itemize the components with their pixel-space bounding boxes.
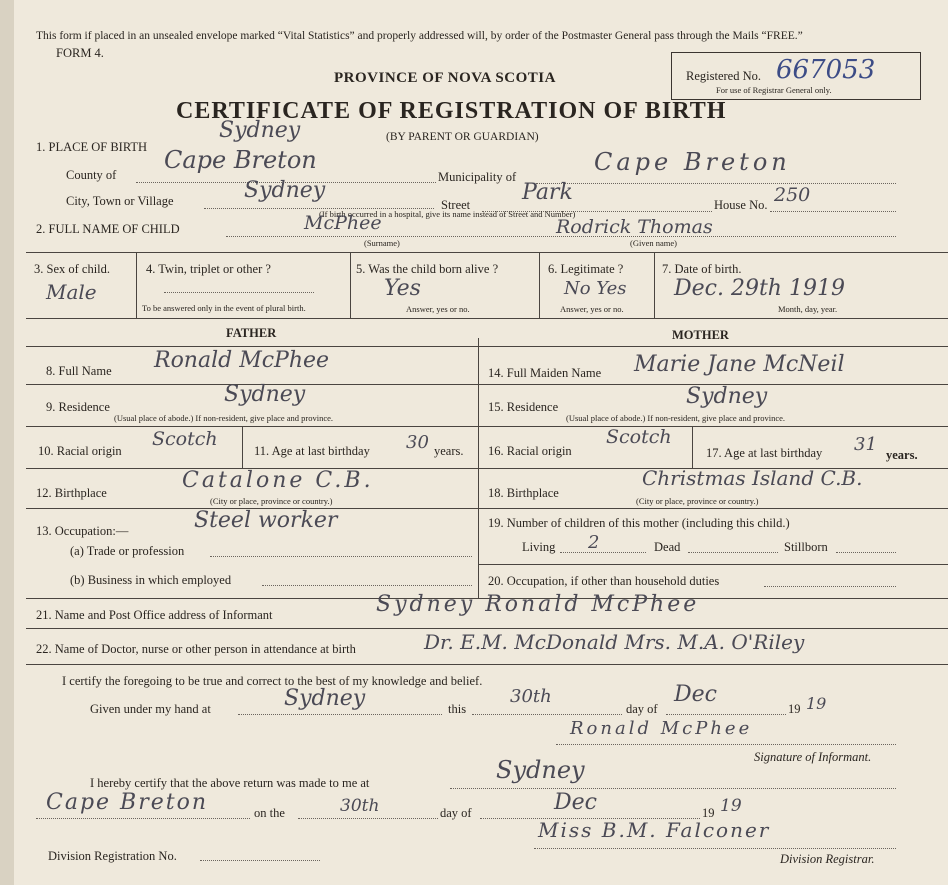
business-line — [262, 585, 472, 586]
father-occupation-value: Steel worker — [194, 508, 338, 533]
born-alive-label: 5. Was the child born alive ? — [356, 262, 499, 276]
trade-line — [210, 556, 472, 557]
dead-label: Dead — [654, 540, 681, 554]
surname-caption: (Surname) — [364, 238, 400, 248]
given-name-caption: (Given name) — [630, 238, 677, 248]
business-label: (b) Business in which employed — [70, 573, 232, 587]
given-month-value: Dec — [674, 682, 717, 707]
mother-maiden-value: Marie Jane McNeil — [634, 352, 845, 377]
house-value: 250 — [774, 184, 811, 206]
certify-statement: I certify the foregoing to be true and correct to the best of my knowledge and belief. — [62, 674, 483, 688]
division-no-line — [200, 860, 320, 861]
father-age-value: 30 — [406, 432, 429, 453]
born-alive-caption: Answer, yes or no. — [406, 304, 470, 314]
father-residence-note: (Usual place of abode.) If non-resident, give place and province. — [114, 413, 334, 423]
trade-label: (a) Trade or profession — [70, 544, 185, 558]
date-birth-value: Dec. 29th 1919 — [674, 276, 845, 301]
informant-signature-line — [556, 744, 896, 745]
child-surname-value: McPhee — [304, 212, 382, 234]
registered-value: 667053 — [776, 55, 876, 85]
rule-22 — [26, 664, 948, 665]
father-birthplace-label: 12. Birthplace — [36, 486, 107, 500]
registered-note: For use of Registrar General only. — [716, 85, 832, 95]
mail-notice: This form if placed in an unsealed envelope marked “Vital Statistics” and properly addressed will, by order of the Postmaster General pass through the Mails “FREE.” — [36, 30, 803, 42]
house-line — [770, 211, 896, 212]
made-at-value: Sydney — [496, 756, 585, 784]
twin-note: To be answered only in the event of plural birth. — [142, 303, 306, 313]
born-alive-value: Yes — [384, 276, 421, 301]
sex-label: 3. Sex of child. — [34, 262, 111, 276]
father-age-label: 11. Age at last birthday — [254, 444, 370, 458]
city-value: Sydney — [244, 178, 326, 203]
father-heading: FATHER — [226, 326, 277, 340]
day-of-label: day of — [626, 702, 658, 716]
occupation-label: 13. Occupation:— — [36, 524, 129, 538]
mother-birthplace-note: (City or place, province or country.) — [636, 496, 759, 506]
mother-residence-label: 15. Residence — [488, 400, 559, 414]
rule-top-row — [26, 252, 948, 253]
divider-racial-mother — [692, 426, 693, 468]
made-at-line — [450, 788, 896, 789]
father-birthplace-value: Catalone C.B. — [182, 468, 374, 493]
doctor-value: Dr. E.M. McDonald Mrs. M.A. O'Riley — [424, 630, 805, 654]
stillborn-label: Stillborn — [784, 540, 828, 554]
registered-number-box — [671, 52, 921, 100]
municipality-value: Cape Breton — [594, 148, 791, 176]
on-day-value: 30th — [340, 796, 380, 816]
hereby-statement: I hereby certify that the above return was made to me at — [90, 776, 370, 790]
given-year-value: 19 — [806, 694, 827, 713]
date-birth-caption: Month, day, year. — [778, 304, 838, 314]
twin-line — [164, 292, 314, 293]
on-year-prefix: 19 — [702, 806, 715, 820]
rule-8 — [26, 384, 948, 385]
page-subtitle: (BY PARENT OR GUARDIAN) — [386, 131, 539, 143]
given-year-prefix: 19 — [788, 702, 801, 716]
county2-value: Cape Breton — [46, 790, 209, 815]
mother-children-label: 19. Number of children of this mother (including this child.) — [488, 516, 790, 530]
on-the-label: on the — [254, 806, 285, 820]
living-label: Living — [522, 540, 556, 554]
twin-label: 4. Twin, triplet or other ? — [146, 262, 271, 276]
father-racial-value: Scotch — [152, 428, 218, 450]
father-residence-value: Sydney — [224, 382, 306, 407]
informant-signature: Ronald McPhee — [570, 718, 753, 739]
divider-1 — [136, 252, 137, 318]
registrar-signature: Miss B.M. Falconer — [538, 818, 771, 842]
house-label: House No. — [714, 198, 768, 212]
rule-parents-top — [26, 346, 948, 347]
father-years-label: years. — [434, 444, 464, 458]
divider-2 — [350, 252, 351, 318]
this-label: this — [448, 702, 467, 716]
city-label: City, Town or Village — [66, 194, 174, 208]
informant-label: 21. Name and Post Office address of Informant — [36, 608, 273, 622]
rule-9 — [26, 426, 948, 427]
given-under-label: Given under my hand at — [90, 702, 211, 716]
mother-age-value: 31 — [854, 434, 877, 455]
mother-residence-note: (Usual place of abode.) If non-resident, give place and province. — [566, 413, 786, 423]
registered-label: Registered No. — [686, 69, 761, 83]
mother-years-label: years. — [886, 448, 918, 462]
street-value: Park — [522, 180, 573, 205]
child-given-value: Rodrick Thomas — [556, 216, 713, 238]
given-at-value: Sydney — [284, 686, 366, 711]
municipality-label: Municipality of — [438, 170, 517, 184]
mother-maiden-label: 14. Full Maiden Name — [488, 366, 602, 380]
form-number: FORM 4. — [56, 46, 104, 60]
father-name-label: 8. Full Name — [46, 364, 112, 378]
mother-residence-value: Sydney — [686, 384, 768, 409]
mother-age-label: 17. Age at last birthday — [706, 446, 823, 460]
living-value: 2 — [588, 532, 600, 553]
division-no-label: Division Registration No. — [48, 849, 177, 863]
mother-occupation-label: 20. Occupation, if other than household duties — [488, 574, 720, 588]
informant-value: Sydney Ronald McPhee — [376, 592, 700, 617]
street-label: Street — [441, 198, 471, 212]
legitimate-caption: Answer, yes or no. — [560, 304, 624, 314]
divider-3 — [539, 252, 540, 318]
legitimate-label: 6. Legitimate ? — [548, 262, 624, 276]
divider-4 — [654, 252, 655, 318]
place-of-birth-value: Sydney — [219, 118, 301, 143]
mother-birthplace-label: 18. Birthplace — [488, 486, 559, 500]
rule-12 — [26, 508, 948, 509]
father-birthplace-note: (City or place, province or country.) — [210, 496, 333, 506]
given-day-line — [472, 714, 622, 715]
given-at-line — [238, 714, 442, 715]
father-residence-label: 9. Residence — [46, 400, 110, 414]
division-registrar-caption: Division Registrar. — [780, 852, 875, 866]
signature-informant-caption: Signature of Informant. — [754, 750, 872, 764]
given-month-line — [666, 714, 786, 715]
legitimate-value: No Yes — [564, 278, 627, 299]
date-birth-label: 7. Date of birth. — [662, 262, 742, 276]
given-day-value: 30th — [510, 686, 552, 707]
county2-line — [36, 818, 250, 819]
mother-occupation-line — [764, 586, 896, 587]
place-of-birth-label: 1. PLACE OF BIRTH — [36, 140, 148, 154]
on-day-line — [298, 818, 438, 819]
county-value: Cape Breton — [164, 146, 317, 174]
living-line — [560, 552, 646, 553]
sex-value: Male — [46, 280, 97, 304]
father-name-value: Ronald McPhee — [154, 348, 330, 373]
mother-heading: MOTHER — [672, 328, 729, 342]
day-of2-label: day of — [440, 806, 472, 820]
on-year-value: 19 — [720, 796, 742, 816]
municipality-line — [536, 183, 896, 184]
rule-19 — [478, 564, 948, 565]
divider-racial-father — [242, 426, 243, 468]
province-heading: PROVINCE OF NOVA SCOTIA — [334, 70, 556, 86]
mother-racial-label: 16. Racial origin — [488, 444, 572, 458]
county-label: County of — [66, 168, 117, 182]
hospital-note: (If birth occurred in a hospital, give its name instead of Street and Number) — [319, 209, 576, 219]
rule-21 — [26, 628, 948, 629]
dead-line — [688, 552, 778, 553]
stillborn-line — [836, 552, 896, 553]
page-title: CERTIFICATE OF REGISTRATION OF BIRTH — [176, 98, 727, 124]
child-name-label: 2. FULL NAME OF CHILD — [36, 222, 180, 236]
registrar-signature-line — [534, 848, 896, 849]
mother-birthplace-value: Christmas Island C.B. — [642, 466, 863, 490]
father-racial-label: 10. Racial origin — [38, 444, 122, 458]
on-month-value: Dec — [554, 790, 597, 815]
rule-bottom-row — [26, 318, 948, 319]
doctor-label: 22. Name of Doctor, nurse or other person in attendance at birth — [36, 642, 356, 656]
mother-racial-value: Scotch — [606, 426, 672, 448]
